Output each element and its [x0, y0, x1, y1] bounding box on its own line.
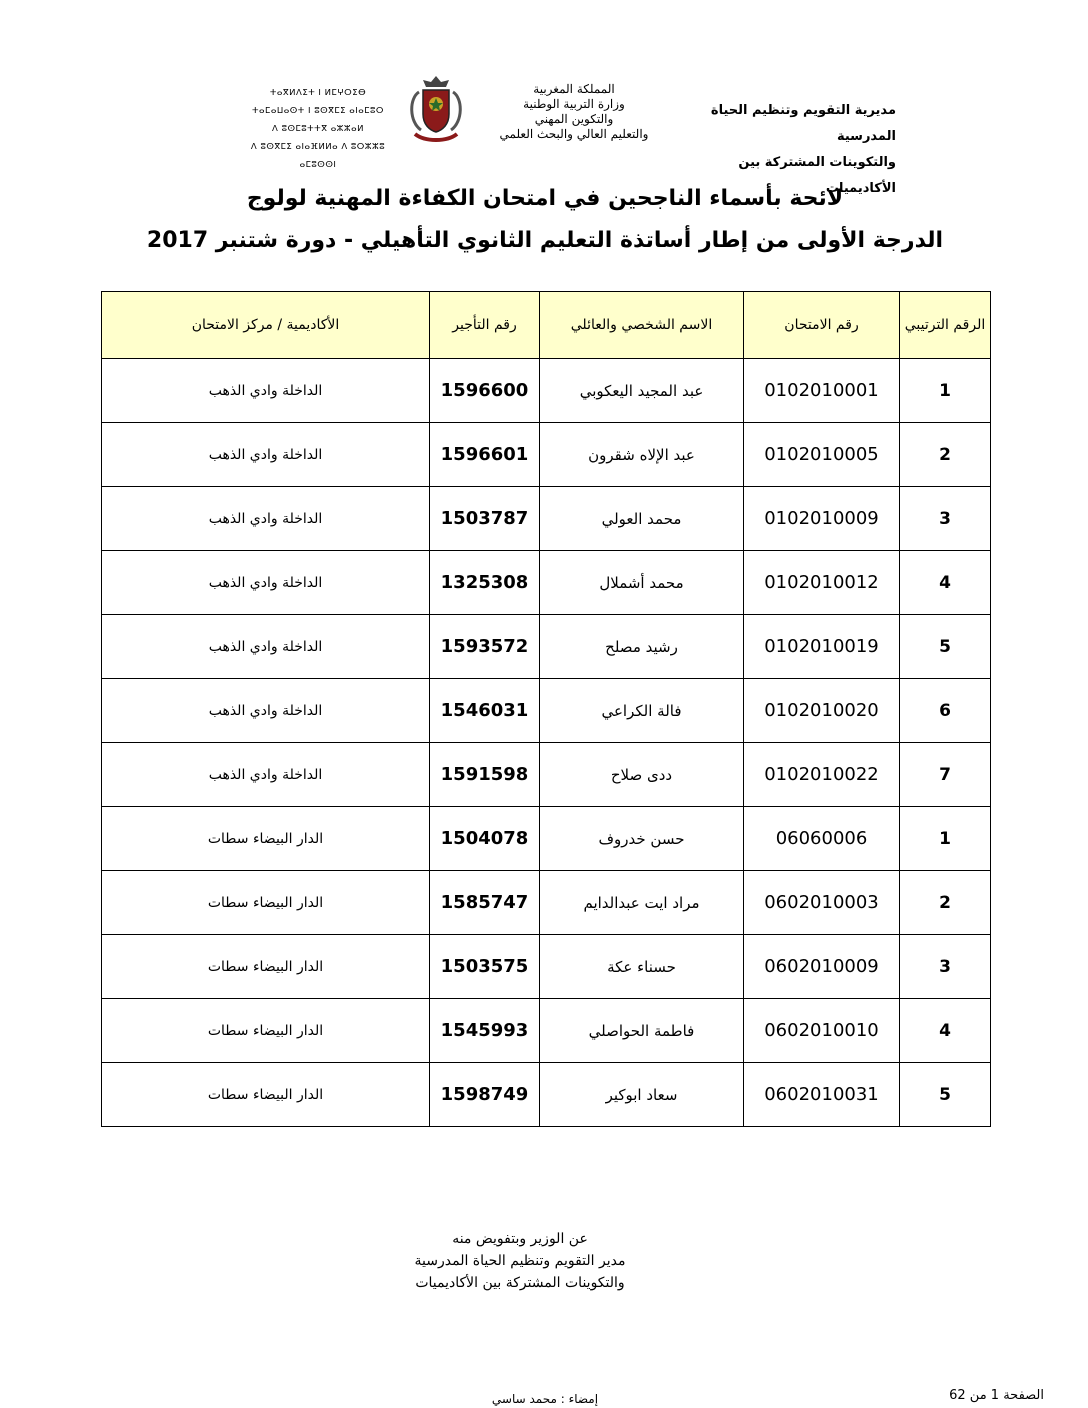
cell-full-name: حسناء عكة	[540, 935, 744, 999]
cell-exam-number: 0102010012	[744, 551, 900, 615]
directorate-line-2: والتكوينات المشتركة بين الأكاديميات	[738, 155, 896, 196]
cell-full-name: حسن خدروف	[540, 807, 744, 871]
tifinagh-line-3: ⴷ ⵓⵙⵎⵓⵜⵜⴳ ⴰⵣⵣⴰⵍ	[272, 124, 364, 134]
cell-exam-number: 0102010020	[744, 679, 900, 743]
table-row	[102, 487, 991, 551]
cell-payroll-number: 1598749	[430, 1063, 540, 1127]
cell-payroll-number: 1503575	[430, 935, 540, 999]
cell-exam-number: 0602010003	[744, 871, 900, 935]
cell-rank: 4	[900, 999, 991, 1063]
cell-academy: الداخلة وادي الذهب	[102, 679, 430, 743]
results-table	[101, 291, 991, 1127]
cell-academy: الدار البيضاء سطات	[102, 1063, 430, 1127]
header-exam-number: رقم الامتحان	[744, 292, 900, 359]
cell-academy: الداخلة وادي الذهب	[102, 487, 430, 551]
cell-rank: 5	[900, 1063, 991, 1127]
cell-exam-number: 0102010001	[744, 359, 900, 423]
directorate-line-1: مديرية التقويم وتنظيم الحياة المدرسية	[710, 103, 896, 144]
cell-exam-number: 06060006	[744, 807, 900, 871]
cell-payroll-number: 1545993	[430, 999, 540, 1063]
cell-full-name: سعاد ابوكير	[540, 1063, 744, 1127]
cell-full-name: مراد ايت عبدالدايم	[540, 871, 744, 935]
header-rank: الرقم الترتيبي	[900, 292, 991, 359]
header-full-name: الاسم الشخصي والعائلي	[540, 292, 744, 359]
table-row	[102, 423, 991, 487]
header-academy: الأكاديمية / مركز الامتحان	[102, 292, 430, 359]
signature-line-2: مدير التقويم وتنظيم الحياة المدرسية	[414, 1253, 626, 1269]
table-row	[102, 999, 991, 1063]
table-row	[102, 871, 991, 935]
cell-academy: الدار البيضاء سطات	[102, 807, 430, 871]
cell-payroll-number: 1546031	[430, 679, 540, 743]
tifinagh-header	[238, 84, 398, 174]
tifinagh-line-4: ⴷ ⵓⵙⴳⵎⵉ ⴰⵏⴰⴼⵍⵍⴰ ⴷ ⵓⵔⵣⵣⵓ ⴰⵎⵓⵙⵙⵏ	[250, 142, 386, 170]
cell-rank: 1	[900, 359, 991, 423]
ministry-line-4: والتعليم العالي والبحث العلمي	[499, 127, 649, 141]
cell-academy: الداخلة وادي الذهب	[102, 423, 430, 487]
cell-full-name: ددى صلاح	[540, 743, 744, 807]
cell-rank: 2	[900, 871, 991, 935]
cell-rank: 6	[900, 679, 991, 743]
document-title-line-2: الدرجة الأولى من إطار أساتذة التعليم الثانوي التأهيلي - دورة شتنبر 2017	[146, 228, 944, 253]
header-payroll-number: رقم التأجير	[430, 292, 540, 359]
cell-payroll-number: 1503787	[430, 487, 540, 551]
table-row	[102, 1063, 991, 1127]
table-row	[102, 935, 991, 999]
cell-exam-number: 0602010009	[744, 935, 900, 999]
cell-full-name: فالة الكراعي	[540, 679, 744, 743]
cell-academy: الداخلة وادي الذهب	[102, 743, 430, 807]
cell-full-name: محمد أشملال	[540, 551, 744, 615]
cell-exam-number: 0602010010	[744, 999, 900, 1063]
cell-payroll-number: 1596600	[430, 359, 540, 423]
ministry-line-2: وزارة التربية الوطنية	[523, 97, 625, 111]
cell-full-name: عبد الإلاه شقرون	[540, 423, 744, 487]
cell-full-name: فاطمة الحواصلي	[540, 999, 744, 1063]
cell-academy: الداخلة وادي الذهب	[102, 615, 430, 679]
cell-rank: 1	[900, 807, 991, 871]
cell-payroll-number: 1593572	[430, 615, 540, 679]
cell-full-name: عبد المجيد اليعكوبي	[540, 359, 744, 423]
moroccan-coat-of-arms-icon	[405, 72, 467, 146]
document-title-line-1: لائحة بأسماء الناجحين في امتحان الكفاءة المهنية لولوج	[246, 186, 844, 211]
signature-block	[380, 1228, 660, 1294]
cell-payroll-number: 1591598	[430, 743, 540, 807]
cell-payroll-number: 1596601	[430, 423, 540, 487]
cell-rank: 3	[900, 935, 991, 999]
cell-rank: 5	[900, 615, 991, 679]
table-row	[102, 359, 991, 423]
cell-exam-number: 0102010005	[744, 423, 900, 487]
cell-academy: الداخلة وادي الذهب	[102, 551, 430, 615]
page-number: الصفحة 1 من 62	[949, 1388, 1044, 1403]
tifinagh-line-2: ⵜⴰⵎⴰⵡⴰⵙⵜ ⵏ ⵓⵙⴳⵎⵉ ⴰⵏⴰⵎⵓⵔ	[252, 106, 384, 116]
table-row	[102, 807, 991, 871]
cell-academy: الدار البيضاء سطات	[102, 871, 430, 935]
signature-line-1: عن الوزير وبتفويض منه	[452, 1231, 588, 1247]
cell-payroll-number: 1504078	[430, 807, 540, 871]
table-row	[102, 615, 991, 679]
cell-full-name: محمد العولي	[540, 487, 744, 551]
table-row	[102, 551, 991, 615]
ministry-line-3: والتكوين المهني	[534, 112, 614, 126]
cell-academy: الدار البيضاء سطات	[102, 935, 430, 999]
signed-by: إمضاء : محمد ساسي	[491, 1392, 599, 1406]
table-row	[102, 679, 991, 743]
cell-payroll-number: 1325308	[430, 551, 540, 615]
cell-exam-number: 0102010009	[744, 487, 900, 551]
cell-payroll-number: 1585747	[430, 871, 540, 935]
cell-rank: 2	[900, 423, 991, 487]
ministry-line-1: المملكة المغربية	[533, 82, 615, 96]
table-header-row	[102, 292, 991, 359]
cell-academy: الدار البيضاء سطات	[102, 999, 430, 1063]
signature-line-3: والتكوينات المشتركة بين الأكاديميات	[415, 1275, 625, 1291]
cell-exam-number: 0102010019	[744, 615, 900, 679]
tifinagh-line-1: ⵜⴰⴳⵍⴷⵉⵜ ⵏ ⵍⵎⵖⵔⵉⴱ	[269, 88, 367, 98]
cell-exam-number: 0102010022	[744, 743, 900, 807]
cell-full-name: رشيد مصلح	[540, 615, 744, 679]
cell-academy: الداخلة وادي الذهب	[102, 359, 430, 423]
table-row	[102, 743, 991, 807]
cell-exam-number: 0602010031	[744, 1063, 900, 1127]
cell-rank: 4	[900, 551, 991, 615]
cell-rank: 3	[900, 487, 991, 551]
cell-rank: 7	[900, 743, 991, 807]
ministry-header	[474, 82, 674, 142]
